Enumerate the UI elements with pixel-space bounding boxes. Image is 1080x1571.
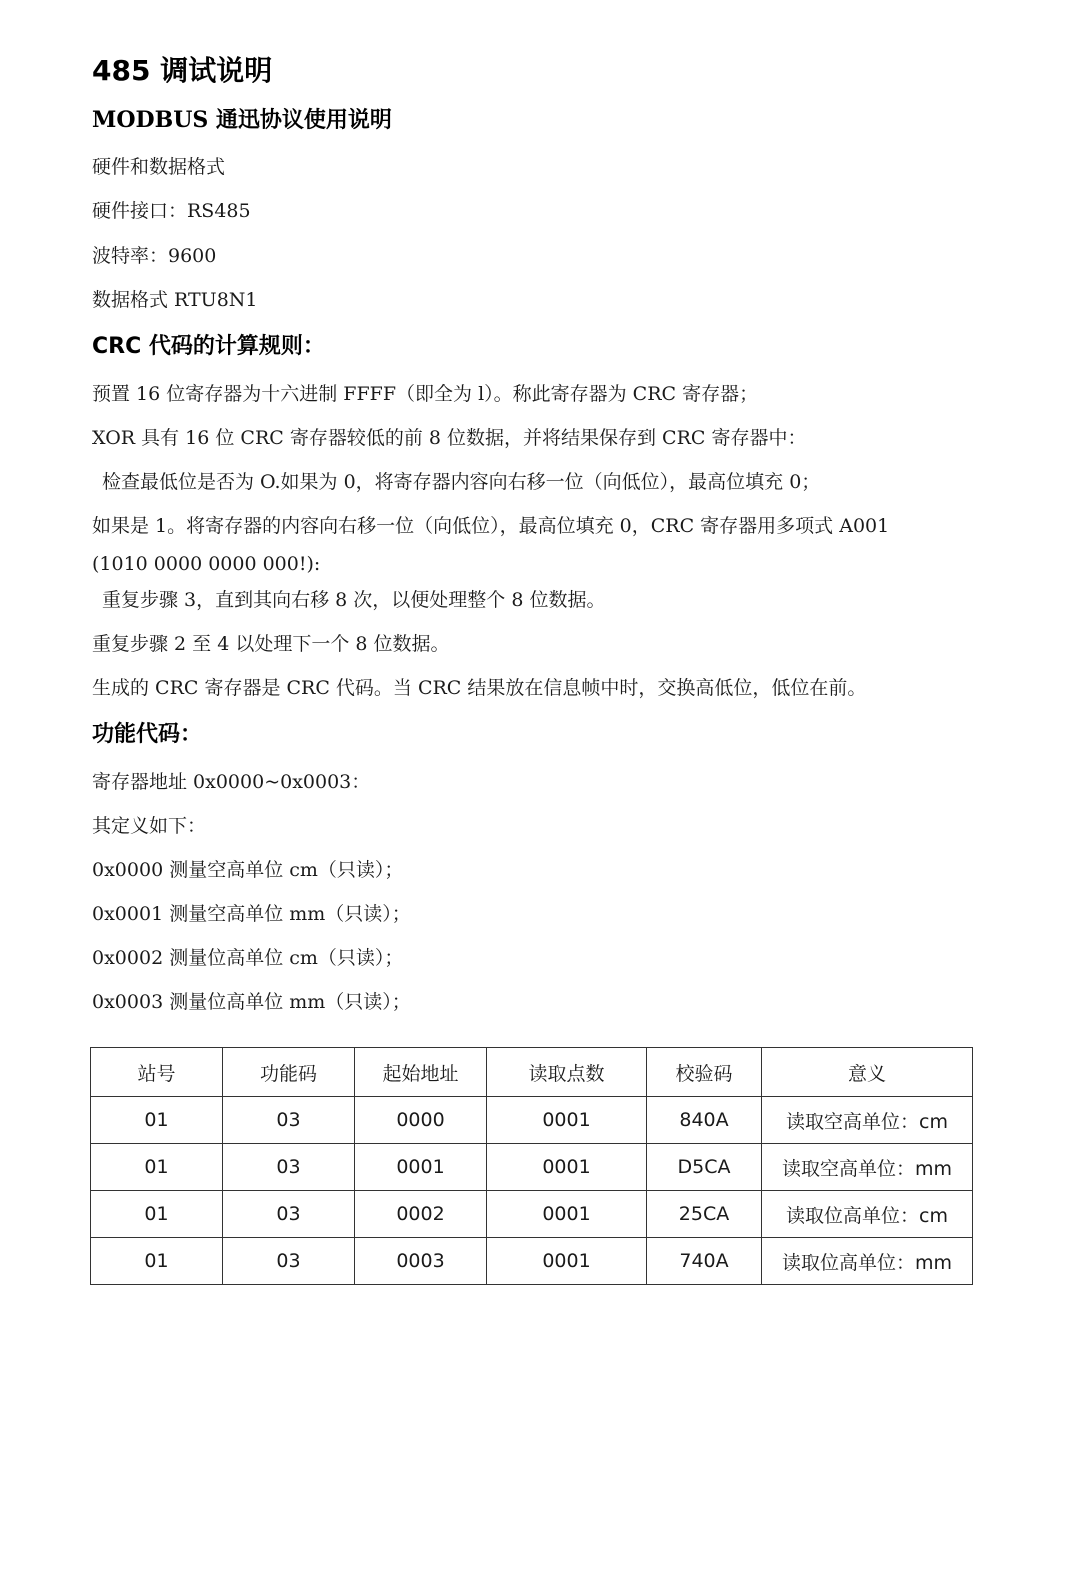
table-cell: 740A bbox=[647, 1238, 762, 1285]
table-cell: 01 bbox=[91, 1144, 223, 1191]
table-cell: 01 bbox=[91, 1191, 223, 1238]
header-function-code: 功能码 bbox=[223, 1048, 355, 1097]
baud-rate: 波特率：9600 bbox=[92, 245, 217, 267]
crc-step: (1010 0000 0000 000!): bbox=[92, 553, 321, 575]
table-row bbox=[91, 1144, 973, 1191]
table-cell: 03 bbox=[223, 1097, 355, 1144]
table-cell: 03 bbox=[223, 1144, 355, 1191]
table-cell: 01 bbox=[91, 1238, 223, 1285]
header-read-count: 读取点数 bbox=[487, 1048, 647, 1097]
reg-def: 0x0000 测量空高单位 cm（只读）； bbox=[92, 859, 404, 881]
header-station: 站号 bbox=[91, 1048, 223, 1097]
doc-title: 485 调试说明 bbox=[92, 54, 273, 87]
crc-step: 重复步骤 3，直到其向右移 8 次，以便处理整个 8 位数据。 bbox=[102, 589, 606, 611]
reg-range: 寄存器地址 0x0000~0x0003： bbox=[92, 771, 371, 793]
crc-step: 检查最低位是否为 O.如果为 0，将寄存器内容向右移一位（向低位），最高位填充 0； bbox=[102, 471, 821, 493]
table-row bbox=[91, 1097, 973, 1144]
table-cell: D5CA bbox=[647, 1144, 762, 1191]
crc-heading: CRC 代码的计算规则： bbox=[92, 334, 325, 359]
header-checksum: 校验码 bbox=[647, 1048, 762, 1097]
table-cell: 0001 bbox=[487, 1144, 647, 1191]
table-cell: 0001 bbox=[487, 1238, 647, 1285]
table-cell: 25CA bbox=[647, 1191, 762, 1238]
crc-step: 生成的 CRC 寄存器是 CRC 代码。当 CRC 结果放在信息帧中时，交换高低位，低位在前。 bbox=[92, 677, 867, 699]
crc-step: 预置 16 位寄存器为十六进制 FFFF（即全为 l）。称此寄存器为 CRC 寄存器； bbox=[92, 383, 759, 405]
crc-step: 重复步骤 2 至 4 以处理下一个 8 位数据。 bbox=[92, 633, 450, 655]
header-meaning: 意义 bbox=[762, 1048, 973, 1097]
reg-def: 0x0001 测量空高单位 mm（只读）； bbox=[92, 903, 411, 925]
table-cell: 0001 bbox=[487, 1191, 647, 1238]
reg-def: 0x0002 测量位高单位 cm（只读）； bbox=[92, 947, 404, 969]
table-cell: 03 bbox=[223, 1191, 355, 1238]
register-table bbox=[90, 1047, 973, 1285]
table-cell: 03 bbox=[223, 1238, 355, 1285]
table-cell: 读取位高单位：mm bbox=[762, 1238, 973, 1285]
table-cell: 0003 bbox=[355, 1238, 487, 1285]
data-format: 数据格式 RTU8N1 bbox=[92, 289, 258, 311]
table-cell: 读取位高单位：cm bbox=[762, 1191, 973, 1238]
reg-def: 0x0003 测量位高单位 mm（只读）； bbox=[92, 991, 411, 1013]
table-row bbox=[91, 1238, 973, 1285]
table-cell: 读取空高单位：mm bbox=[762, 1144, 973, 1191]
header-start-address: 起始地址 bbox=[355, 1048, 487, 1097]
func-heading: 功能代码： bbox=[92, 722, 203, 747]
crc-step: 如果是 1。将寄存器的内容向右移一位（向低位），最高位填充 0，CRC 寄存器用多项式 A001 bbox=[92, 515, 890, 537]
table-cell: 0000 bbox=[355, 1097, 487, 1144]
hw-interface: 硬件接口：RS485 bbox=[92, 200, 251, 222]
def-label: 其定义如下： bbox=[92, 815, 207, 837]
table-cell: 840A bbox=[647, 1097, 762, 1144]
table-cell: 读取空高单位：cm bbox=[762, 1097, 973, 1144]
table-cell: 0001 bbox=[355, 1144, 487, 1191]
table-header-row bbox=[91, 1048, 973, 1097]
table-cell: 01 bbox=[91, 1097, 223, 1144]
table-cell: 0002 bbox=[355, 1191, 487, 1238]
doc-subtitle: MODBUS 通迅协议使用说明 bbox=[92, 107, 392, 133]
table-row bbox=[91, 1191, 973, 1238]
crc-step: XOR 具有 16 位 CRC 寄存器较低的前 8 位数据，并将结果保存到 CRC 寄存器中： bbox=[92, 427, 807, 449]
table-cell: 0001 bbox=[487, 1097, 647, 1144]
hw-header: 硬件和数据格式 bbox=[92, 156, 226, 178]
